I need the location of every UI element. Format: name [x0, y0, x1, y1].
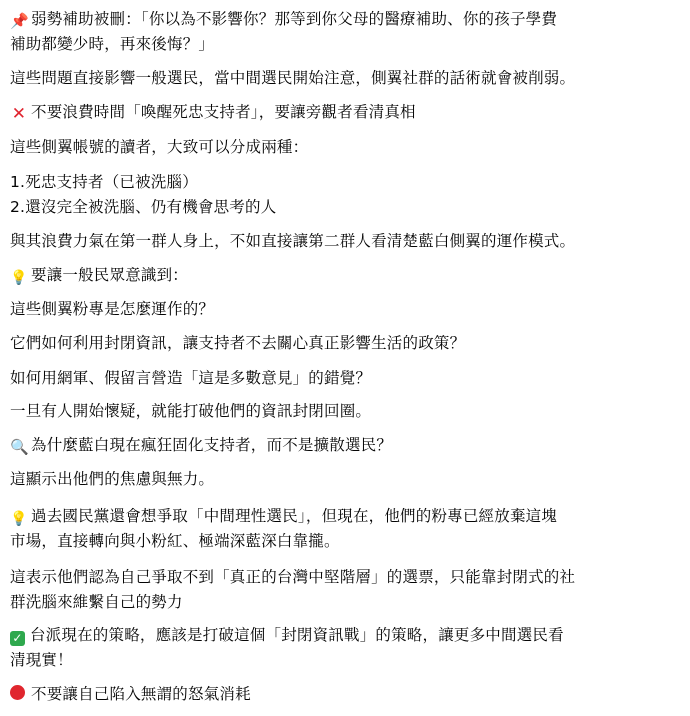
paragraph-text: 過去國民黨還會想爭取「中間理性選民」，但現在，他們的粉專已經放棄這塊 — [31, 507, 558, 525]
light-bulb-icon: 💡 — [10, 511, 28, 527]
check-mark-icon: ✓ — [10, 631, 25, 646]
paragraph-kmt-strategy — [10, 504, 682, 532]
pushpin-icon: 📌 — [10, 12, 29, 30]
paragraph-continuation — [10, 565, 682, 590]
paragraph-taiwan-strategy — [10, 623, 682, 648]
paragraph-continuation — [10, 590, 682, 615]
paragraph-text: 市場，直接轉向與小粉紅、極端深藍深白靠攏。 — [10, 532, 340, 550]
paragraph-text: 補助都變少時，再來後悔？」 — [10, 35, 215, 53]
paragraph-continuation — [10, 529, 682, 554]
paragraph-continuation — [10, 32, 682, 57]
paragraph-text: 這些側翼帳號的讀者，大致可以分成兩種： — [10, 138, 309, 156]
paragraph-text: 一旦有人開始懷疑，就能打破他們的資訊封閉回圈。 — [10, 402, 372, 420]
paragraph-text: 這些側翼粉專是怎麼運作的？ — [10, 300, 215, 318]
light-bulb-icon: 💡 — [10, 270, 28, 286]
paragraph-stop-anger — [10, 682, 682, 707]
paragraph-text: 為什麼藍白現在瘋狂固化支持者，而不是擴散選民？ — [31, 436, 393, 454]
paragraph-text: 它們如何利用封閉資訊，讓支持者不去關心真正影響生活的政策？ — [10, 334, 466, 352]
paragraph-question — [10, 433, 682, 460]
paragraph-text: 不要讓自己陷入無謂的怒氣消耗 — [31, 685, 251, 703]
paragraph-text: 這顯示出他們的焦慮與無力。 — [10, 470, 215, 488]
paragraph-pension-cut — [10, 7, 682, 34]
paragraph-text: 弱勢補助被刪：「你以為不影響你？那等到你父母的醫療補助、你的孩子學費 — [31, 10, 558, 28]
paragraph-text: 這些問題直接影響一般選民，當中間選民開始注意，側翼社群的話術就會被削弱。 — [10, 69, 576, 87]
paragraph-dont-waste-time — [10, 100, 682, 127]
paragraph-text: 不要浪費時間「喚醒死忠支持者」，要讓旁觀者看清真相 — [31, 103, 416, 121]
paragraph-text: 與其浪費力氣在第一群人身上，不如直接讓第二群人看清楚藍白側翼的運作模式。 — [10, 232, 576, 250]
list-item: 2.還沒完全被洗腦、仍有機會思考的人 — [10, 198, 277, 216]
magnifying-glass-icon: 🔍 — [10, 438, 29, 456]
stop-sign-icon — [10, 685, 25, 700]
list-item: 1.死忠支持者（已被洗腦） — [10, 173, 198, 191]
cross-mark-icon: ✕ — [11, 104, 27, 124]
paragraph-text: 要讓一般民眾意識到： — [31, 266, 189, 284]
paragraph-text: 台派現在的策略，應該是打破這個「封閉資訊戰」的策略，讓更多中間選民看 — [30, 626, 564, 644]
paragraph-continuation — [10, 648, 682, 673]
paragraph-text: 清現實！ — [10, 651, 73, 669]
paragraph-public-awareness — [10, 263, 682, 291]
paragraph-text: 如何用網軍、假留言營造「這是多數意見」的錯覺？ — [10, 369, 372, 387]
paragraph-text: 這表示他們認為自己爭取不到「真正的台灣中堅階層」的選票，只能靠封閉式的社 — [10, 568, 576, 586]
paragraph-text: 群洗腦來維繫自己的勢力 — [10, 593, 183, 611]
